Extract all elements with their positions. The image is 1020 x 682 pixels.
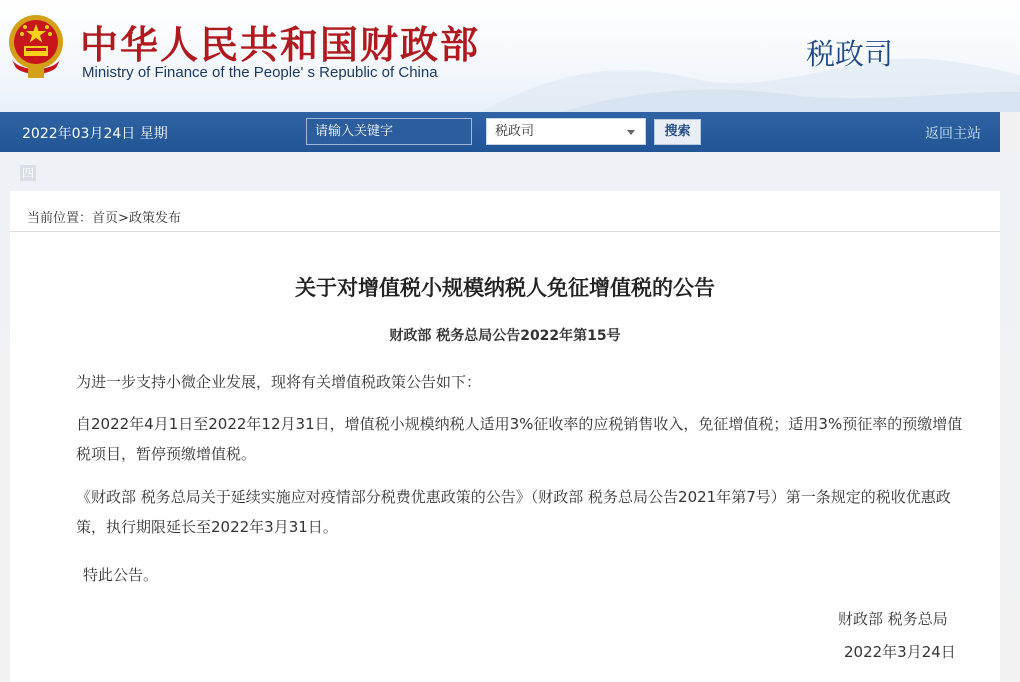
department-select-value: 税政司 xyxy=(495,124,535,139)
site-title-english[interactable]: Ministry of Finance of the People' s Republic of China xyxy=(82,64,438,81)
document-number: 财政部 税务总局公告2022年第15号 xyxy=(389,328,621,344)
site-header xyxy=(0,0,1020,112)
article-paragraph: 特此公告。 xyxy=(83,566,159,584)
breadcrumb-home-link[interactable]: 首页 xyxy=(92,211,119,226)
signing-date: 2022年3月24日 xyxy=(844,643,956,661)
chevron-down-icon xyxy=(627,130,635,135)
article-paragraph: 自2022年4月1日至2022年12月31日，增值税小规模纳税人适用3%征收率的应税销售收入，免征增值税；适用3%预征率的预缴增值税项目，暂停预缴增值税。 xyxy=(76,415,963,463)
breadcrumb-section-link[interactable]: 政策发布 xyxy=(128,211,181,226)
breadcrumb xyxy=(27,207,181,226)
breadcrumb-separator: > xyxy=(118,211,129,226)
department-name: 税政司 xyxy=(806,37,894,71)
top-navbar xyxy=(0,112,1000,152)
national-emblem-icon[interactable] xyxy=(6,10,66,82)
article-paragraph: 为进一步支持小微企业发展，现将有关增值税政策公告如下： xyxy=(76,373,482,391)
current-date: 2022年03月24日 星期 xyxy=(22,126,168,142)
site-title-chinese[interactable]: 中华人民共和国财政部 xyxy=(80,23,481,67)
signing-organization: 财政部 税务总局 xyxy=(838,610,948,628)
search-input[interactable] xyxy=(306,118,472,145)
search-button[interactable]: 搜索 xyxy=(654,119,701,145)
article-paragraph: 《财政部 税务总局关于延续实施应对疫情部分税费优惠政策的公告》（财政部 税务总局公告2021年第7号）第一条规定的税收优惠政策，执行期限延长至2022年3月31日。 xyxy=(76,488,951,536)
breadcrumb-label: 当前位置： xyxy=(27,211,93,226)
department-select[interactable] xyxy=(486,118,646,145)
weekday-suffix: 四 xyxy=(21,166,34,180)
article-title: 关于对增值税小规模纳税人免征增值税的公告 xyxy=(295,276,715,300)
return-home-link[interactable]: 返回主站 xyxy=(925,126,981,142)
breadcrumb-bar xyxy=(10,192,1000,232)
